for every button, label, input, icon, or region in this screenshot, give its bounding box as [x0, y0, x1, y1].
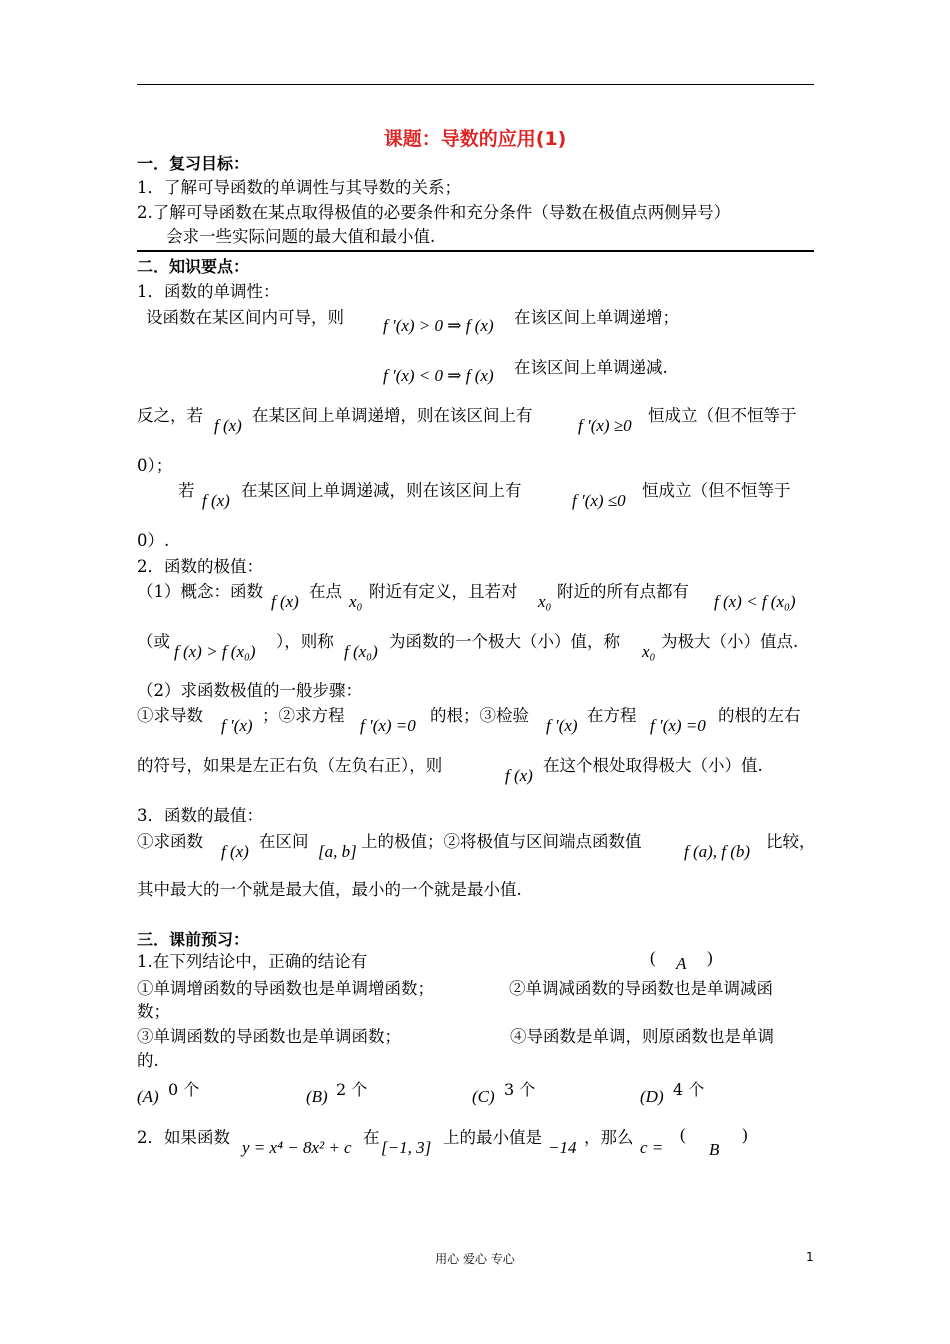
- question-2d: ，那么: [584, 1128, 634, 1147]
- converse-1a: 反之，若: [137, 406, 203, 425]
- formula-eq0-2: f ′(x) =0: [650, 716, 706, 735]
- maxmin-title: 3．函数的最值：: [137, 806, 263, 825]
- interval-ab: [a, b]: [318, 842, 357, 861]
- formula-le0: f ′(x) ≤0: [572, 491, 626, 510]
- x0-symbol-3: x₀: [642, 642, 656, 661]
- q2-paren-left: (: [680, 1125, 686, 1144]
- fprime-symbol-2: f ′(x): [546, 716, 578, 735]
- q2-interval: [−1, 3]: [381, 1138, 432, 1157]
- q1-paren-right: ): [707, 948, 713, 967]
- section-2-heading: 二．知识要点：: [137, 257, 250, 276]
- monotonic-title: 1．函数的单调性：: [137, 282, 280, 301]
- page-title: 课题：导数的应用(1): [383, 128, 567, 150]
- converse-2d: 0）.: [137, 531, 170, 550]
- converse-2a: 若: [178, 481, 195, 500]
- question-2a: 2．如果函数: [137, 1128, 230, 1147]
- concept-a: （1）概念：函数: [137, 582, 263, 601]
- q2-answer: B: [709, 1140, 720, 1159]
- concept-h: 为极大（小）值点.: [661, 632, 799, 651]
- section-rule: [137, 250, 814, 252]
- option-1: ①单调增函数的导函数也是单调增函数；: [137, 979, 434, 998]
- concept-f: ），则称: [276, 632, 334, 651]
- steps-title: （2）求函数极值的一般步骤：: [137, 681, 362, 700]
- increasing-text: 在该区间上单调递增；: [514, 308, 679, 327]
- question-2c: 上的最小值是: [443, 1128, 542, 1147]
- choice-c-text: 3 个: [504, 1080, 536, 1099]
- choice-d-text: 4 个: [673, 1080, 705, 1099]
- option-2: ②单调减函数的导函数也是单调减函: [509, 979, 773, 998]
- concept-d: 附近的所有点都有: [557, 582, 689, 601]
- choice-b-label: (B): [306, 1087, 328, 1106]
- maxmin-a: ①求函数: [137, 832, 203, 851]
- converse-1d: 0）；: [137, 456, 173, 475]
- formula-less: f (x) < f (x₀): [714, 592, 796, 611]
- formula-greater: f (x) > f (x₀): [174, 642, 256, 661]
- converse-2c: 恒成立（但不恒等于: [642, 481, 791, 500]
- choice-a-label: (A): [137, 1087, 159, 1106]
- concept-e: （或: [137, 632, 170, 651]
- option-2-cont: 数；: [137, 1002, 170, 1021]
- q2-paren-right: ): [742, 1125, 748, 1144]
- option-4-cont: 的.: [137, 1051, 159, 1070]
- option-3: ③单调函数的导函数也是单调函数；: [137, 1027, 401, 1046]
- choice-d-label: (D): [640, 1087, 664, 1106]
- steps-c: 的根；③检验: [430, 706, 529, 725]
- top-rule: [137, 84, 814, 85]
- option-4: ④导函数是单调，则原函数也是单调: [510, 1027, 774, 1046]
- converse-1c: 恒成立（但不恒等于: [648, 406, 797, 425]
- steps-f: 的符号，如果是左正右负（左负右正），则: [137, 756, 443, 775]
- choice-c-label: (C): [472, 1087, 495, 1106]
- review-goal-2-cont: 会求一些实际问题的最大值和最小值.: [166, 227, 436, 246]
- x0-symbol-2: x₀: [538, 592, 552, 611]
- fx-symbol-4: f (x): [505, 766, 533, 785]
- section-1-heading: 一．复习目标：: [137, 154, 250, 173]
- steps-g: 在这个根处取得极大（小）值.: [543, 756, 763, 775]
- steps-b: ；②求方程: [262, 706, 345, 725]
- question-2b: 在: [363, 1128, 380, 1147]
- formula-decreasing: f ′(x) < 0 ⇒ f (x): [383, 366, 494, 385]
- section-3-heading: 三．课前预习：: [137, 930, 250, 949]
- choice-a-text: 0 个: [168, 1080, 200, 1099]
- maxmin-b: 在区间: [259, 832, 309, 851]
- fprime-symbol: f ′(x): [221, 716, 253, 735]
- converse-1b: 在某区间上单调递增，则在该区间上有: [252, 406, 533, 425]
- review-goal-1: 1．了解可导函数的单调性与其导数的关系；: [137, 178, 461, 197]
- concept-c: 附近有定义，且若对: [369, 582, 518, 601]
- q1-paren-left: (: [650, 948, 656, 967]
- maxmin-d: 比较，: [766, 832, 816, 851]
- question-1: 1.在下列结论中，正确的结论有: [137, 952, 368, 971]
- fx-symbol: f (x): [214, 416, 242, 435]
- fx-symbol-2: f (x): [202, 491, 230, 510]
- concept-b: 在点: [309, 582, 342, 601]
- review-goal-2: 2.了解可导函数在某点取得极值的必要条件和充分条件（导数在极值点两侧异号）: [137, 203, 731, 222]
- q2-min-value: −14: [548, 1138, 577, 1157]
- q2-function: y = x⁴ − 8x² + c: [242, 1138, 352, 1157]
- converse-2b: 在某区间上单调递减，则在该区间上有: [241, 481, 522, 500]
- fx0-symbol: f (x₀): [344, 642, 378, 661]
- formula-ge0: f ′(x) ≥0: [578, 416, 632, 435]
- maxmin-c: 上的极值；②将极值与区间端点函数值: [361, 832, 642, 851]
- formula-eq0: f ′(x) =0: [360, 716, 416, 735]
- concept-g: 为函数的一个极大（小）值，称: [389, 632, 620, 651]
- steps-a: ①求导数: [137, 706, 203, 725]
- q2-c-equals: c =: [640, 1138, 664, 1157]
- q1-answer: A: [676, 954, 687, 973]
- maxmin-e: 其中最大的一个就是最大值，最小的一个就是最小值.: [137, 880, 522, 899]
- steps-e: 的根的左右: [718, 706, 801, 725]
- fx-symbol-5: f (x): [221, 842, 249, 861]
- x0-symbol: x₀: [349, 592, 363, 611]
- formula-fafb: f (a), f (b): [684, 842, 751, 861]
- page-footer: 用心 爱心 专心: [435, 1252, 515, 1266]
- extremum-title: 2．函数的极值：: [137, 557, 263, 576]
- fx-symbol-3: f (x): [271, 592, 299, 611]
- steps-d: 在方程: [587, 706, 637, 725]
- decreasing-text: 在该区间上单调递减.: [514, 358, 668, 377]
- monotonic-intro: 设函数在某区间内可导，则: [146, 308, 344, 327]
- choice-b-text: 2 个: [336, 1080, 368, 1099]
- formula-increasing: f ′(x) > 0 ⇒ f (x): [383, 316, 494, 335]
- page-number: 1: [806, 1250, 814, 1264]
